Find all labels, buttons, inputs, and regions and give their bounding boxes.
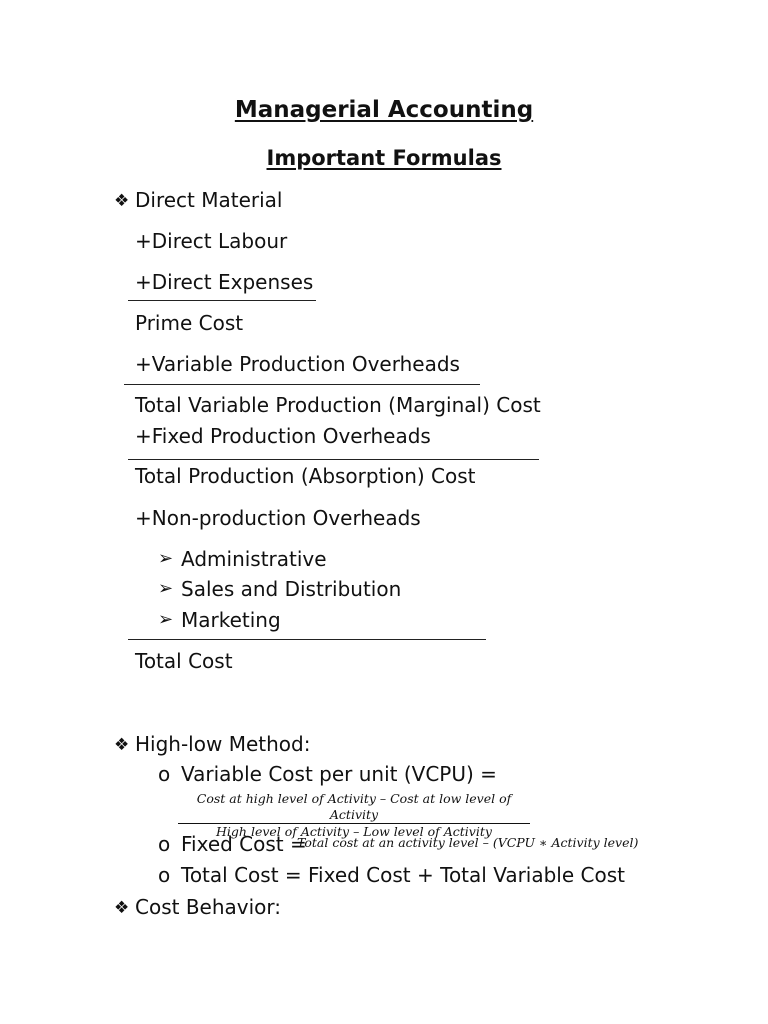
cost-behavior-heading: Cost Behavior: [135, 895, 282, 919]
circle-bullet-icon: o [158, 863, 171, 887]
total-cost-formula: Total Cost = Fixed Cost + Total Variable Cost [181, 863, 625, 887]
line-direct-expenses: +Direct Expenses [135, 270, 314, 294]
vcpu-label: Variable Cost per unit (VCPU) = [181, 762, 497, 786]
sub-item-marketing: Marketing [181, 608, 281, 632]
divider-line [128, 639, 486, 640]
divider-line [124, 384, 480, 385]
arrow-bullet-icon: ➢ [158, 609, 174, 630]
circle-bullet-icon: o [158, 762, 171, 786]
sub-item-sales-distribution: Sales and Distribution [181, 577, 402, 601]
divider-line [128, 300, 316, 301]
fixed-cost-formula: Total cost at an activity level – (VCPU ∗ Activity level) [297, 835, 639, 850]
diamond-bullet-icon: ❖ [114, 735, 130, 755]
line-direct-material: Direct Material [135, 188, 283, 212]
arrow-bullet-icon: ➢ [158, 578, 174, 599]
line-prime-cost: Prime Cost [135, 311, 244, 335]
line-marginal-cost: Total Variable Production (Marginal) Cost [135, 393, 541, 417]
line-absorption-cost: Total Production (Absorption) Cost [135, 464, 476, 488]
fixed-cost-label: Fixed Cost = [181, 832, 307, 856]
page-subtitle: Important Formulas [266, 146, 502, 170]
line-variable-overheads: +Variable Production Overheads [135, 352, 460, 376]
page-title: Managerial Accounting [234, 97, 534, 123]
arrow-bullet-icon: ➢ [158, 548, 174, 569]
circle-bullet-icon: o [158, 832, 171, 856]
vcpu-numerator: Cost at high level of Activity – Cost at low level of Activity [178, 791, 530, 824]
diamond-bullet-icon: ❖ [114, 191, 130, 211]
diamond-bullet-icon: ❖ [114, 898, 130, 918]
vcpu-denominator: High level of Activity – Low level of Activity [216, 824, 492, 839]
line-direct-labour: +Direct Labour [135, 229, 288, 253]
high-low-heading: High-low Method: [135, 732, 311, 756]
line-non-production-overheads: +Non-production Overheads [135, 506, 421, 530]
line-fixed-overheads: +Fixed Production Overheads [135, 424, 431, 448]
sub-item-administrative: Administrative [181, 547, 327, 571]
divider-line [128, 459, 539, 460]
line-total-cost: Total Cost [135, 649, 233, 673]
